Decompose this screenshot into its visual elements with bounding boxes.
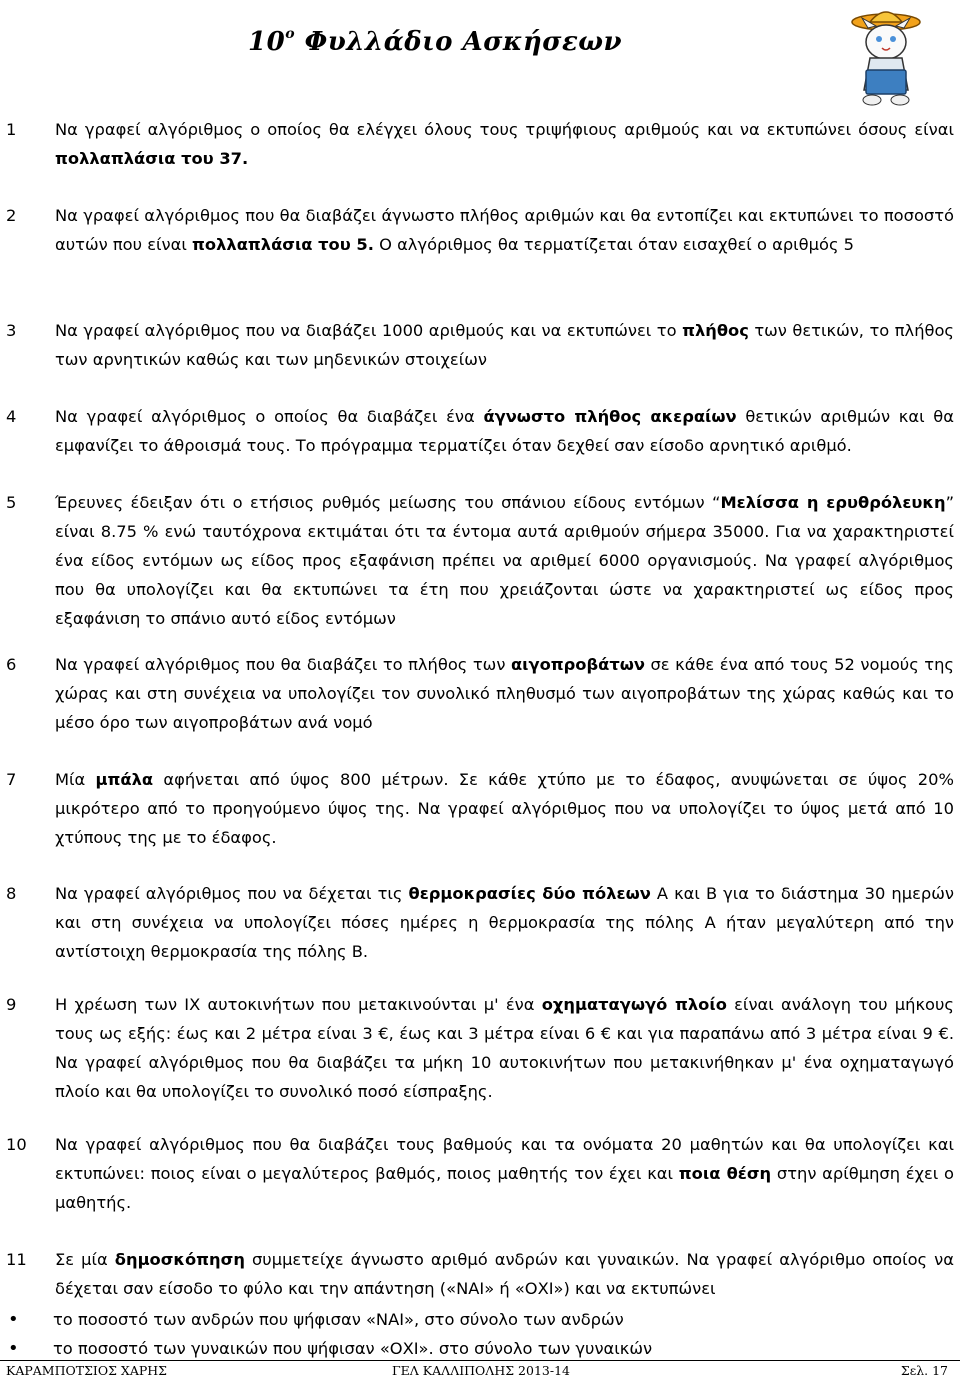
emphasized-text: ποια θέση bbox=[678, 1164, 772, 1183]
exercise-number: 10 bbox=[6, 1135, 27, 1154]
exercise-text bbox=[55, 650, 954, 737]
text-run: συμμετείχε άγνωστο αριθμό ανδρών και γυναικών. Να γραφεί αλγόριθμο οποίος να δέχεται σαν είσοδο το φύλο και την απάντηση («ΝΑΙ» ή «ΟΧΙ») και να εκτυπώνει bbox=[55, 1250, 954, 1298]
exercise-item bbox=[0, 990, 960, 1106]
bullet-icon: • bbox=[8, 1338, 19, 1359]
text-run: Α και Β για το διάστημα 30 ημερών και στη συνέχεια να υπολογίζει πόσες ημέρες η θερμοκρασία της πόλης Α ήταν μεγαλύτερη από την αντίστοιχη θερμοκρασία της πόλης Β. bbox=[55, 884, 954, 961]
emphasized-text: μπάλα bbox=[95, 770, 154, 789]
emphasized-text: πολλαπλάσια του 37. bbox=[55, 149, 249, 168]
title-number: 10 bbox=[248, 27, 286, 57]
emphasized-text: θερμοκρασίες δύο πόλεων bbox=[408, 884, 651, 903]
emphasized-text: αιγοπροβάτων bbox=[510, 655, 645, 674]
bullet-text: το ποσοστό των γυναικών που ψήφισαν «ΟΧΙ». στο σύνολο των γυναικών bbox=[53, 1339, 653, 1358]
exercise-text bbox=[55, 488, 954, 633]
title-text: Φυλλάδιο Ασκήσεων bbox=[295, 27, 623, 57]
exercise-item bbox=[0, 201, 960, 259]
emphasized-text: οχηματαγωγό πλοίο bbox=[541, 995, 727, 1014]
page-title bbox=[248, 26, 622, 57]
bullet-item bbox=[0, 1334, 960, 1363]
exercise-number: 8 bbox=[6, 884, 17, 903]
text-run: Έρευνες έδειξαν ότι ο ετήσιος ρυθμός μείωσης του σπάνιου είδους εντόμων “ bbox=[55, 493, 721, 512]
text-run: Σε μία bbox=[55, 1250, 115, 1269]
text-run: Μία bbox=[55, 770, 96, 789]
exercise-item bbox=[0, 402, 960, 460]
exercise-item bbox=[0, 1130, 960, 1217]
emphasized-text: πλήθος bbox=[682, 321, 749, 340]
text-run: Να γραφεί αλγόριθμος ο οποίος θα ελέγχει όλους τους τριψήφιους αριθμούς και να εκτυπώνει όσους είναι bbox=[55, 120, 954, 139]
footer-school: ΓΕΛ ΚΑΛΛΙΠΟΛΗΣ 2013-14 bbox=[392, 1363, 570, 1378]
bullet-icon: • bbox=[8, 1309, 19, 1330]
exercise-item bbox=[0, 765, 960, 852]
text-run: στην αρίθμηση έχει ο μαθητής. bbox=[55, 1164, 954, 1212]
exercise-number: 2 bbox=[6, 206, 17, 225]
text-run: Να γραφεί αλγόριθμος που θα διαβάζει το πλήθος των bbox=[55, 655, 511, 674]
text-run: Να γραφεί αλγόριθμος που να δέχεται τις bbox=[55, 884, 409, 903]
text-run: Να γραφεί αλγόριθμος ο οποίος θα διαβάζει ένα bbox=[55, 407, 484, 426]
exercise-number: 9 bbox=[6, 995, 17, 1014]
exercise-text bbox=[55, 316, 954, 374]
text-run: Να γραφεί αλγόριθμος που να διαβάζει 1000 αριθμούς και να εκτυπώνει το bbox=[55, 321, 683, 340]
exercise-text bbox=[55, 402, 954, 460]
exercise-number: 11 bbox=[6, 1250, 27, 1269]
text-run: Να γραφεί αλγόριθμος που θα διαβάζει τους βαθμούς και τα ονόματα 20 μαθητών και θα υπολογίζει και εκτυπώνει: ποιος είναι ο μεγαλύτερος βαθμός, ποιος μαθητής τον έχει και bbox=[55, 1135, 954, 1183]
text-run: είναι ανάλογη του μήκους τους ως εξής: έως και 2 μέτρα είναι 3 €, έως και 3 μέτρα είναι 6 € και για παραπάνω από 3 μέτρα είναι 9 €. Να γραφεί αλγόριθμος που θα διαβάζει τα μήκη 10 αυτοκινήτων που μετακινήθηκαν μ' ένα οχηματαγωγό πλοίο και θα υπολογίζει το συνολικό ποσό είσπραξης. bbox=[55, 995, 954, 1101]
exercise-item bbox=[0, 879, 960, 966]
emphasized-text: Μελίσσα η ερυθρόλευκη bbox=[720, 493, 946, 512]
text-run: Να γραφεί αλγόριθμος που θα διαβάζει άγνωστο πλήθος αριθμών και θα εντοπίζει και εκτυπώνει το ποσοστό αυτών που είναι bbox=[55, 206, 954, 254]
exercise-text bbox=[55, 115, 954, 173]
emphasized-text: πολλαπλάσια του 5. bbox=[192, 235, 374, 254]
text-run: αφήνεται από ύψος 800 μέτρων. Σε κάθε χτύπο με το έδαφος, ανυψώνεται σε ύψος 20% μικρότερο από το προηγούμενο ύψος της. Να γραφεί αλγόριθμος που να υπολογίζει το ύψος μετά από 10 χτύπους της με το έδαφος. bbox=[55, 770, 954, 847]
exercise-item bbox=[0, 316, 960, 374]
exercise-item bbox=[0, 1245, 960, 1363]
text-run: ” είναι 8.75 % ενώ ταυτόχρονα εκτιμάται ότι τα έντομα αυτά αριθμούν σήμερα 35000. Για να χαρακτηριστεί ένα είδος εντόμων ως είδος προς εξαφάνιση πρέπει να αριθμεί 6000 οργανισμούς. Να γραφεί αλγόριθμος που θα υπολογίζει και θα εκτυπώνει τα έτη που χρειάζονται ώστε να χαρακτηριστεί ως είδος προς εξαφάνιση το σπάνιο αυτό είδος εντόμων bbox=[55, 493, 955, 628]
cat-mascot-logo bbox=[846, 8, 924, 108]
exercise-number: 5 bbox=[6, 493, 17, 512]
exercise-number: 3 bbox=[6, 321, 17, 340]
exercise-text bbox=[55, 879, 954, 966]
text-run: Η χρέωση των ΙΧ αυτοκινήτων που μετακινούνται μ' ένα bbox=[55, 995, 542, 1014]
text-run: σε κάθε ένα από τους 52 νομούς της χώρας και στη συνέχεια να υπολογίζει τον συνολικό πληθυσμό των αιγοπροβάτων της χώρας καθώς και το μέσο όρο των αιγοπροβάτων ανά νομό bbox=[55, 655, 954, 732]
bullet-list bbox=[0, 1305, 960, 1363]
exercise-text bbox=[55, 1130, 954, 1217]
exercise-item bbox=[0, 488, 960, 633]
exercise-text bbox=[55, 201, 954, 259]
exercise-number: 6 bbox=[6, 655, 17, 674]
exercise-number: 7 bbox=[6, 770, 17, 789]
title-ordinal: ο bbox=[285, 26, 296, 42]
text-run: Ο αλγόριθμος θα τερματίζεται όταν εισαχθεί ο αριθμός 5 bbox=[373, 235, 855, 254]
exercise-text bbox=[55, 765, 954, 852]
exercise-item bbox=[0, 115, 960, 173]
exercise-number: 4 bbox=[6, 407, 17, 426]
bullet-text: το ποσοστό των ανδρών που ψήφισαν «ΝΑΙ», στο σύνολο των ανδρών bbox=[53, 1310, 624, 1329]
emphasized-text: δημοσκόπηση bbox=[114, 1250, 245, 1269]
footer-author: ΚΑΡΑΜΠΟΤΣΙΟΣ ΧΑΡΗΣ bbox=[6, 1363, 167, 1378]
exercise-item bbox=[0, 650, 960, 737]
exercise-number: 1 bbox=[6, 120, 17, 139]
exercise-text bbox=[55, 990, 954, 1106]
footer-divider bbox=[0, 1360, 960, 1361]
emphasized-text: άγνωστο πλήθος ακεραίων bbox=[483, 407, 737, 426]
footer-page-number: Σελ. 17 bbox=[900, 1363, 948, 1378]
text-run: θετικών αριθμών και θα εμφανίζει το άθροισμά τους. Το πρόγραμμα τερματίζει όταν δεχθεί σαν είσοδο αρνητικό αριθμό. bbox=[55, 407, 954, 455]
bullet-item bbox=[0, 1305, 960, 1334]
text-run: των θετικών, το πλήθος των αρνητικών καθώς και των μηδενικών στοιχείων bbox=[55, 321, 954, 369]
exercise-text bbox=[55, 1245, 954, 1303]
